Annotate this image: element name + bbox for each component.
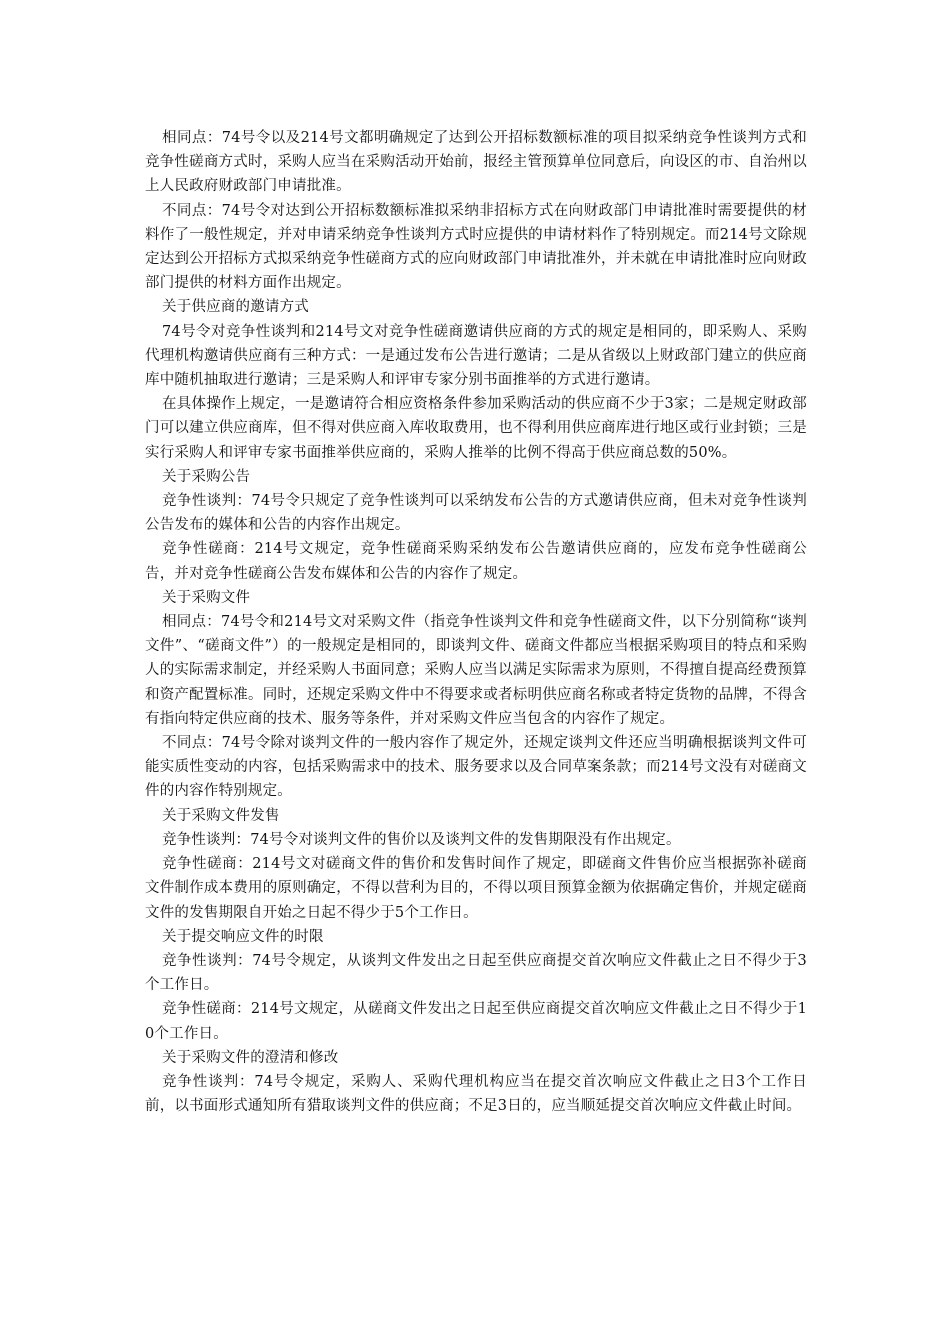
paragraph-diff-approval: 不同点：74号令对达到公开招标数额标准拟采纳非招标方式在向财政部门申请批准时需要提供的材料作了一般性规定，并对申请采纳竞争性谈判方式时应提供的申请材料作了特别规定。而214号文除规定达到公开招标方式拟采纳竞争性磋商方式的应向财政部门申请批准外，并未就在申请批准时应向财政部门提供的材料方面作出规定。 [145, 202, 807, 292]
paragraph-same-approval: 相同点：74号令以及214号文都明确规定了达到公开招标数额标准的项目拟采纳竞争性谈判方式和竞争性磋商方式时，采购人应当在采购活动开始前，报经主管预算单位同意后，向设区的市、自治州以上人民政府财政部门申请批准。 [145, 130, 807, 195]
paragraph-invitation-operation: 在具体操作上规定，一是邀请符合相应资格条件参加采购活动的供应商不少于3家；二是规定财政部门可以建立供应商库，但不得对供应商入库收取费用，也不得利用供应商库进行地区或行业封锁；三是实行采购人和评审专家书面推举供应商的，采购人推举的比例不得高于供应商总数的50%。 [145, 396, 807, 461]
paragraph-deadline-consultation: 竞争性磋商：214号文规定，从磋商文件发出之日起至供应商提交首次响应文件截止之日不得少于10个工作日。 [145, 1001, 807, 1042]
paragraph-sale-consultation: 竞争性磋商：214号文对磋商文件的售价和发售时间作了规定，即磋商文件售价应当根据弥补磋商文件制作成本费用的原则确定，不得以营利为目的，不得以项目预算金额为依据确定售价，并规定磋商文件的发售期限自开始之日起不得少于5个工作日。 [145, 856, 807, 921]
heading-procurement-notice: 关于采购公告 [162, 468, 251, 485]
document-body [145, 126, 807, 1118]
heading-supplier-invitation: 关于供应商的邀请方式 [162, 299, 309, 316]
paragraph-invitation-methods: 74号令对竞争性谈判和214号文对竞争性磋商邀请供应商的方式的规定是相同的，即采购人、采购代理机构邀请供应商有三种方式：一是通过发布公告进行邀请；二是从省级以上财政部门建立的供应商库中随机抽取进行邀请；三是采购人和评审专家分别书面推举的方式进行邀请。 [145, 323, 807, 389]
heading-clarification: 关于采购文件的澄清和修改 [162, 1049, 339, 1066]
paragraph-clarification-negotiation: 竞争性谈判：74号令规定，采购人、采购代理机构应当在提交首次响应文件截止之日3个工作日前，以书面形式通知所有猎取谈判文件的供应商；不足3日的，应当顺延提交首次响应文件截止时间。 [145, 1073, 807, 1115]
paragraph-sale-negotiation: 竞争性谈判：74号令对谈判文件的售价以及谈判文件的发售期限没有作出规定。 [162, 831, 681, 848]
paragraph-documents-same: 相同点：74号令和214号文对采购文件（指竞争性谈判文件和竞争性磋商文件，以下分别简称“谈判文件”、“磋商文件”）的一般规定是相同的，即谈判文件、磋商文件都应当根据采购项目的特点和采购人的实际需求制定，并经采购人书面同意；采购人应当以满足实际需求为原则，不得擅自提高经费预算和资产配置标准。同时，还规定采购文件中不得要求或者标明供应商名称或者特定货物的品牌，不得含有指向特定供应商的技术、服务等条件，并对采购文件应当包含的内容作了规定。 [145, 614, 807, 727]
heading-procurement-documents: 关于采购文件 [162, 589, 251, 606]
paragraph-documents-diff: 不同点：74号令除对谈判文件的一般内容作了规定外，还规定谈判文件还应当明确根据谈判文件可能实质性变动的内容，包括采购需求中的技术、服务要求以及合同草案条款；而214号文没有对磋商文件的内容作特别规定。 [145, 735, 807, 800]
paragraph-deadline-negotiation: 竞争性谈判：74号令规定，从谈判文件发出之日起至供应商提交首次响应文件截止之日不得少于3个工作日。 [145, 952, 807, 994]
heading-document-sale: 关于采购文件发售 [162, 807, 280, 824]
paragraph-notice-consultation: 竞争性磋商：214号文规定，竞争性磋商采购采纳发布公告邀请供应商的，应发布竞争性磋商公告，并对竞争性磋商公告发布媒体和公告的内容作了规定。 [145, 541, 807, 582]
paragraph-notice-negotiation: 竞争性谈判：74号令只规定了竞争性谈判可以采纳发布公告的方式邀请供应商，但未对竞争性谈判公告发布的媒体和公告的内容作出规定。 [145, 493, 807, 534]
heading-response-deadline: 关于提交响应文件的时限 [162, 928, 324, 945]
